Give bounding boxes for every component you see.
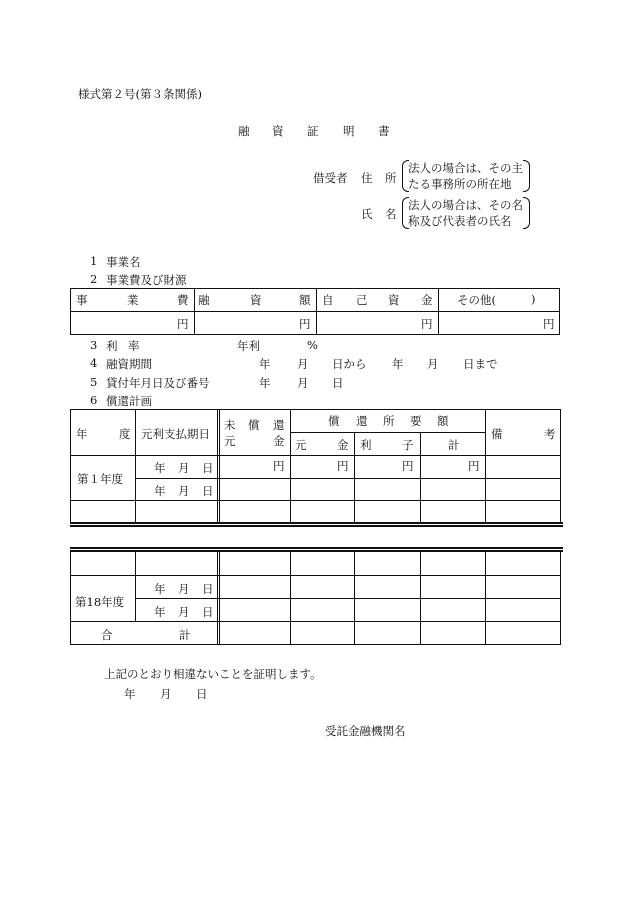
yen-unit: 円 <box>177 317 189 331</box>
yen-unit: 円 <box>468 459 480 473</box>
date-part: 年 <box>154 484 166 498</box>
table-break-lines <box>70 523 563 551</box>
header-principal-char: 元 <box>295 438 307 452</box>
date-part: 年 <box>154 582 166 596</box>
sum-label-char: 合 <box>101 628 113 642</box>
header-unpaid-char: 元 <box>224 434 236 448</box>
date-part: 月 <box>178 484 190 498</box>
date-part: 年 <box>154 461 166 475</box>
yen-unit: 円 <box>421 317 433 331</box>
name-note-line: 称及び代表者の氏名 <box>408 214 512 228</box>
date-part: 月 <box>178 582 190 596</box>
item-number: 2 <box>90 272 98 286</box>
header-char: 自 <box>322 293 334 307</box>
date-part: 月 <box>427 357 439 371</box>
date-part: 月 <box>178 461 190 475</box>
date-part: 日 <box>196 687 208 701</box>
item-number: 6 <box>90 393 98 407</box>
rate-unit: % <box>307 338 318 352</box>
date-part: 日まで <box>463 357 498 371</box>
date-part: 日 <box>202 582 214 596</box>
header-char: 資 <box>250 293 262 307</box>
header-unpaid-char: 金 <box>273 434 285 448</box>
title-char: 資 <box>272 124 284 138</box>
date-part: 月 <box>297 357 309 371</box>
item-number: 4 <box>90 356 98 370</box>
header-char: 事 <box>76 293 88 307</box>
item-number: 1 <box>90 254 98 268</box>
year-label: 第18年度 <box>75 595 125 609</box>
date-part: 年 <box>259 357 271 371</box>
date-part: 年 <box>392 357 404 371</box>
form-number: 様式第２号(第３条関係) <box>78 87 202 101</box>
date-part: 年 <box>259 376 271 390</box>
header-total: 計 <box>448 438 460 452</box>
header-required-char: 償 <box>328 414 340 428</box>
title-char: 書 <box>378 124 390 138</box>
header-required-char: 要 <box>410 414 422 428</box>
item-label-char: 利 <box>106 339 118 353</box>
header-unpaid-char: 未 <box>224 418 236 432</box>
header-remarks-char: 備 <box>491 427 503 441</box>
header-remarks-char: 考 <box>544 427 556 441</box>
item-label: 償還計画 <box>106 394 152 408</box>
rate-prefix: 年利 <box>237 339 260 353</box>
name-note-line: 法人の場合は、その名 <box>408 198 523 212</box>
header-char: 金 <box>421 293 433 307</box>
address-note-line: 法人の場合は、その主 <box>408 161 523 175</box>
institution-label: 受託金融機関名 <box>325 724 406 738</box>
borrower-label: 借受者 <box>313 171 348 185</box>
sum-label-char: 計 <box>179 628 191 642</box>
date-part: 日から <box>332 357 367 371</box>
date-part: 日 <box>202 484 214 498</box>
header-principal-char: 金 <box>337 438 349 452</box>
item-label-char: 率 <box>128 339 140 353</box>
item-label: 事業費及び財源 <box>106 273 187 287</box>
header-unpaid-char: 還 <box>273 418 285 432</box>
yen-unit: 円 <box>337 459 349 473</box>
date-part: 年 <box>154 605 166 619</box>
address-label-char: 住 <box>361 171 373 185</box>
yen-unit: 円 <box>543 317 555 331</box>
address-note-line: たる事務所の所在地 <box>408 177 512 191</box>
date-part: 日 <box>332 376 344 390</box>
header-unpaid-char: 償 <box>248 418 260 432</box>
header-char: 額 <box>299 293 311 307</box>
header-interest-char: 利 <box>360 438 372 452</box>
date-part: 月 <box>160 687 172 701</box>
item-label: 融資期間 <box>106 357 152 371</box>
title-char: 融 <box>238 124 250 138</box>
year-label: 第１年度 <box>77 472 123 486</box>
header-year-char: 年 <box>76 427 88 441</box>
header-required-char: 還 <box>356 414 368 428</box>
item-label: 貸付年月日及び番号 <box>106 376 210 390</box>
item-number: 5 <box>90 375 98 389</box>
header-char: 業 <box>127 293 139 307</box>
header-payment-date: 元利支払期日 <box>141 427 210 441</box>
name-label-char: 名 <box>385 207 397 221</box>
yen-unit: 円 <box>299 317 311 331</box>
header-required-char: 額 <box>437 414 449 428</box>
header-interest-char: 子 <box>402 438 414 452</box>
title-char: 明 <box>343 124 355 138</box>
date-part: 月 <box>297 376 309 390</box>
item-label: 事業名 <box>106 255 141 269</box>
certification-text: 上記のとおり相違ないことを証明します。 <box>104 667 322 681</box>
header-year-char: 度 <box>119 427 131 441</box>
date-part: 日 <box>202 461 214 475</box>
title-char: 証 <box>307 124 319 138</box>
date-part: 日 <box>202 605 214 619</box>
date-part: 年 <box>124 687 136 701</box>
header-required-char: 所 <box>383 414 395 428</box>
item-number: 3 <box>90 338 98 352</box>
header-char: 融 <box>198 293 210 307</box>
name-label-char: 氏 <box>361 207 373 221</box>
header-char: 資 <box>388 293 400 307</box>
date-part: 月 <box>178 605 190 619</box>
address-label-char: 所 <box>385 171 397 185</box>
yen-unit: 円 <box>273 459 285 473</box>
header-other-close: ) <box>531 292 536 306</box>
yen-unit: 円 <box>402 459 414 473</box>
header-char: 己 <box>356 293 368 307</box>
header-other-open: その他( <box>457 293 496 307</box>
header-char: 費 <box>177 293 189 307</box>
